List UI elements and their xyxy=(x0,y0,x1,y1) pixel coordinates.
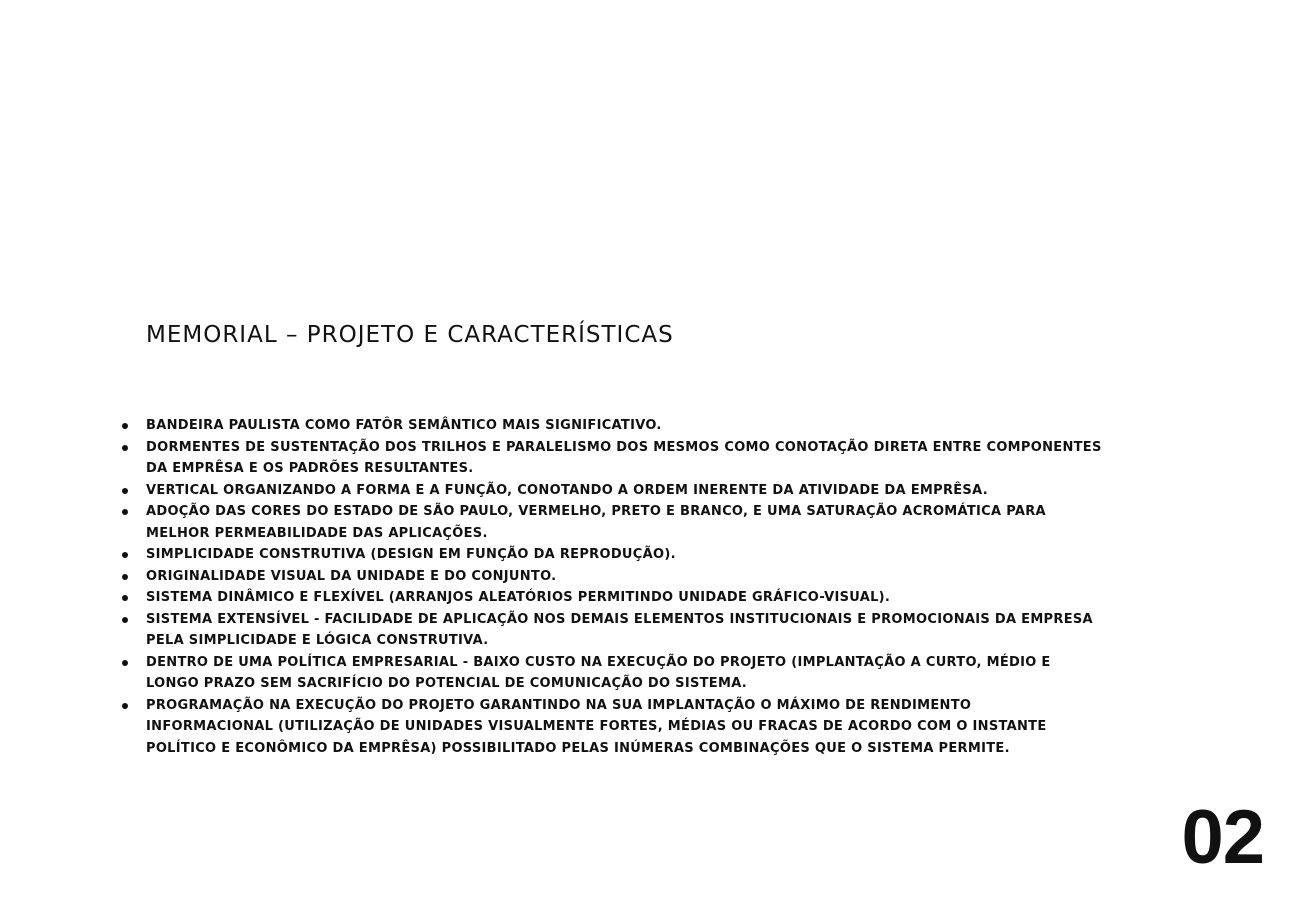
list-item xyxy=(122,566,1102,588)
bullet-icon xyxy=(122,509,128,515)
list-item xyxy=(122,652,1102,695)
list-item-text: VERTICAL ORGANIZANDO A FORMA E A FUNÇÃO, CONOTANDO A ORDEM INERENTE DA ATIVIDADE DA EMPRÊSA. xyxy=(146,482,988,498)
bullet-icon xyxy=(122,660,128,666)
page-title: MEMORIAL – PROJETO E CARACTERÍSTICAS xyxy=(146,322,674,348)
characteristics-list xyxy=(122,415,1102,759)
list-item-text: SISTEMA DINÂMICO E FLEXÍVEL (ARRANJOS ALEATÓRIOS PERMITINDO UNIDADE GRÁFICO-VISUAL). xyxy=(146,590,891,605)
bullet-icon xyxy=(122,445,128,451)
list-item xyxy=(122,501,1102,544)
page-number: 02 xyxy=(1181,795,1264,880)
list-item-text: DORMENTES DE SUSTENTAÇÃO DOS TRILHOS E PARALELISMO DOS MESMOS COMO CONOTAÇÃO DIRETA ENTRE COMPONENTES DA EMPRÊSA E OS PADRÕES RESULTANTES. xyxy=(146,439,1102,476)
bullet-icon xyxy=(122,423,128,429)
list-item xyxy=(122,695,1102,760)
bullet-icon xyxy=(122,552,128,558)
list-item xyxy=(122,587,1102,609)
bullet-icon xyxy=(122,703,128,709)
bullet-icon xyxy=(122,488,128,494)
list-item xyxy=(122,609,1102,652)
list-item-text: PROGRAMAÇÃO NA EXECUÇÃO DO PROJETO GARANTINDO NA SUA IMPLANTAÇÃO O MÁXIMO DE RENDIMENTO INFORMACIONAL (UTILIZAÇÃO DE UNIDADES VISUALMENTE FORTES, MÉDIAS OU FRACAS DE ACORDO COM O INSTANTE POLÍTICO E ECONÔMICO DA EMPRÊSA) POSSIBILITADO PELAS INÚMERAS COMBINAÇÕES QUE O SISTEMA PERMITE. xyxy=(146,697,1047,756)
bullet-icon xyxy=(122,574,128,580)
bullet-icon xyxy=(122,617,128,623)
list-item xyxy=(122,437,1102,480)
bullet-icon xyxy=(122,595,128,601)
list-item xyxy=(122,544,1102,566)
list-item-text: BANDEIRA PAULISTA COMO FATÔR SEMÂNTICO MAIS SIGNIFICATIVO. xyxy=(146,418,662,433)
list-item xyxy=(122,480,1102,502)
list-item-text: SIMPLICIDADE CONSTRUTIVA (DESIGN EM FUNÇÃO DA REPRODUÇÃO). xyxy=(146,547,676,562)
list-item-text: DENTRO DE UMA POLÍTICA EMPRESARIAL - BAIXO CUSTO NA EXECUÇÃO DO PROJETO (IMPLANTAÇÃO A CURTO, MÉDIO E LONGO PRAZO SEM SACRIFÍCIO DO POTENCIAL DE COMUNICAÇÃO DO SISTEMA. xyxy=(146,654,1051,691)
list-item-text: ADOÇÃO DAS CORES DO ESTADO DE SÃO PAULO, VERMELHO, PRETO E BRANCO, E UMA SATURAÇÃO ACROMÁTICA PARA MELHOR PERMEABILIDADE DAS APLICAÇÕES. xyxy=(146,504,1046,541)
list-item-text: SISTEMA EXTENSÍVEL - FACILIDADE DE APLICAÇÃO NOS DEMAIS ELEMENTOS INSTITUCIONAIS E PROMOCIONAIS DA EMPRESA PELA SIMPLICIDADE E LÓGICA CONSTRUTIVA. xyxy=(146,611,1093,648)
list-item xyxy=(122,415,1102,437)
list-item-text: ORIGINALIDADE VISUAL DA UNIDADE E DO CONJUNTO. xyxy=(146,568,557,584)
